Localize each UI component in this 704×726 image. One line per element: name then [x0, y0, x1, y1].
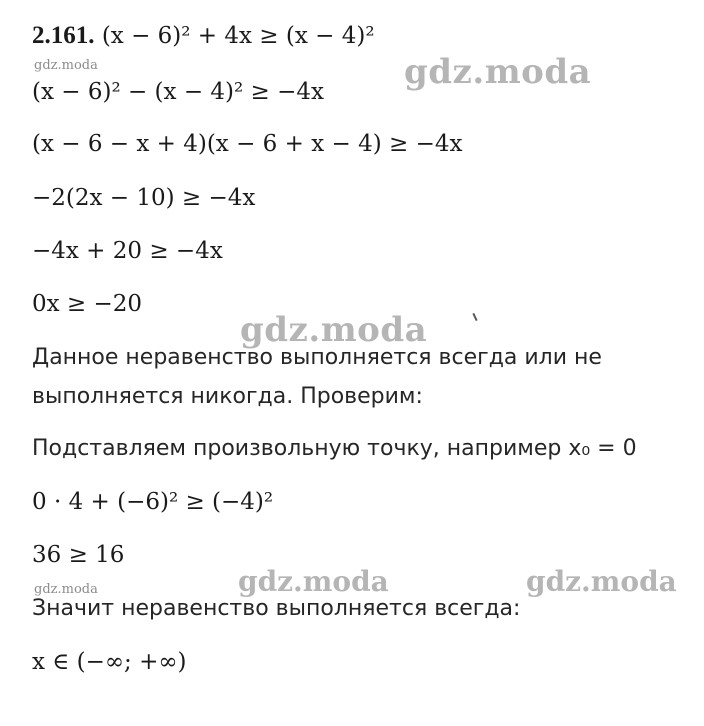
problem-number: 2.161. [32, 22, 95, 49]
watermark-top-right: gdz.moda [404, 52, 592, 92]
explanation-line-3: Подставляем произвольную точку, например x₀ = 0 [32, 436, 637, 461]
step-3: −2(2x − 10) ≥ −4x [32, 185, 256, 211]
watermark-middle: gdz.moda [240, 310, 428, 350]
explanation-line-2: выполняется никогда. Проверим: [32, 384, 423, 409]
step-1: (x − 6)² − (x − 4)² ≥ −4x [32, 79, 324, 105]
explanation-line-1: Данное неравенство выполняется всегда или не [32, 345, 602, 370]
step-2: (x − 6 − x + 4)(x − 6 + x − 4) ≥ −4x [32, 131, 463, 157]
problem-header [32, 21, 375, 51]
check-substitution: 0 · 4 + (−6)² ≥ (−4)² [32, 489, 274, 515]
step-5: 0x ≥ −20 [32, 291, 143, 317]
check-result: 36 ≥ 16 [32, 542, 125, 568]
watermark-small-bottom: gdz.moda [34, 582, 98, 597]
stray-mark [472, 313, 477, 321]
watermark-small-top: gdz.moda [34, 58, 98, 73]
watermark-bottom-right: gdz.moda [526, 565, 677, 598]
answer: x ∈ (−∞; +∞) [32, 649, 187, 675]
step-4: −4x + 20 ≥ −4x [32, 238, 223, 264]
conclusion-text: Значит неравенство выполняется всегда: [32, 596, 521, 621]
watermark-bottom-center: gdz.moda [238, 565, 389, 598]
problem-statement: (x − 6)² + 4x ≥ (x − 4)² [101, 23, 375, 49]
